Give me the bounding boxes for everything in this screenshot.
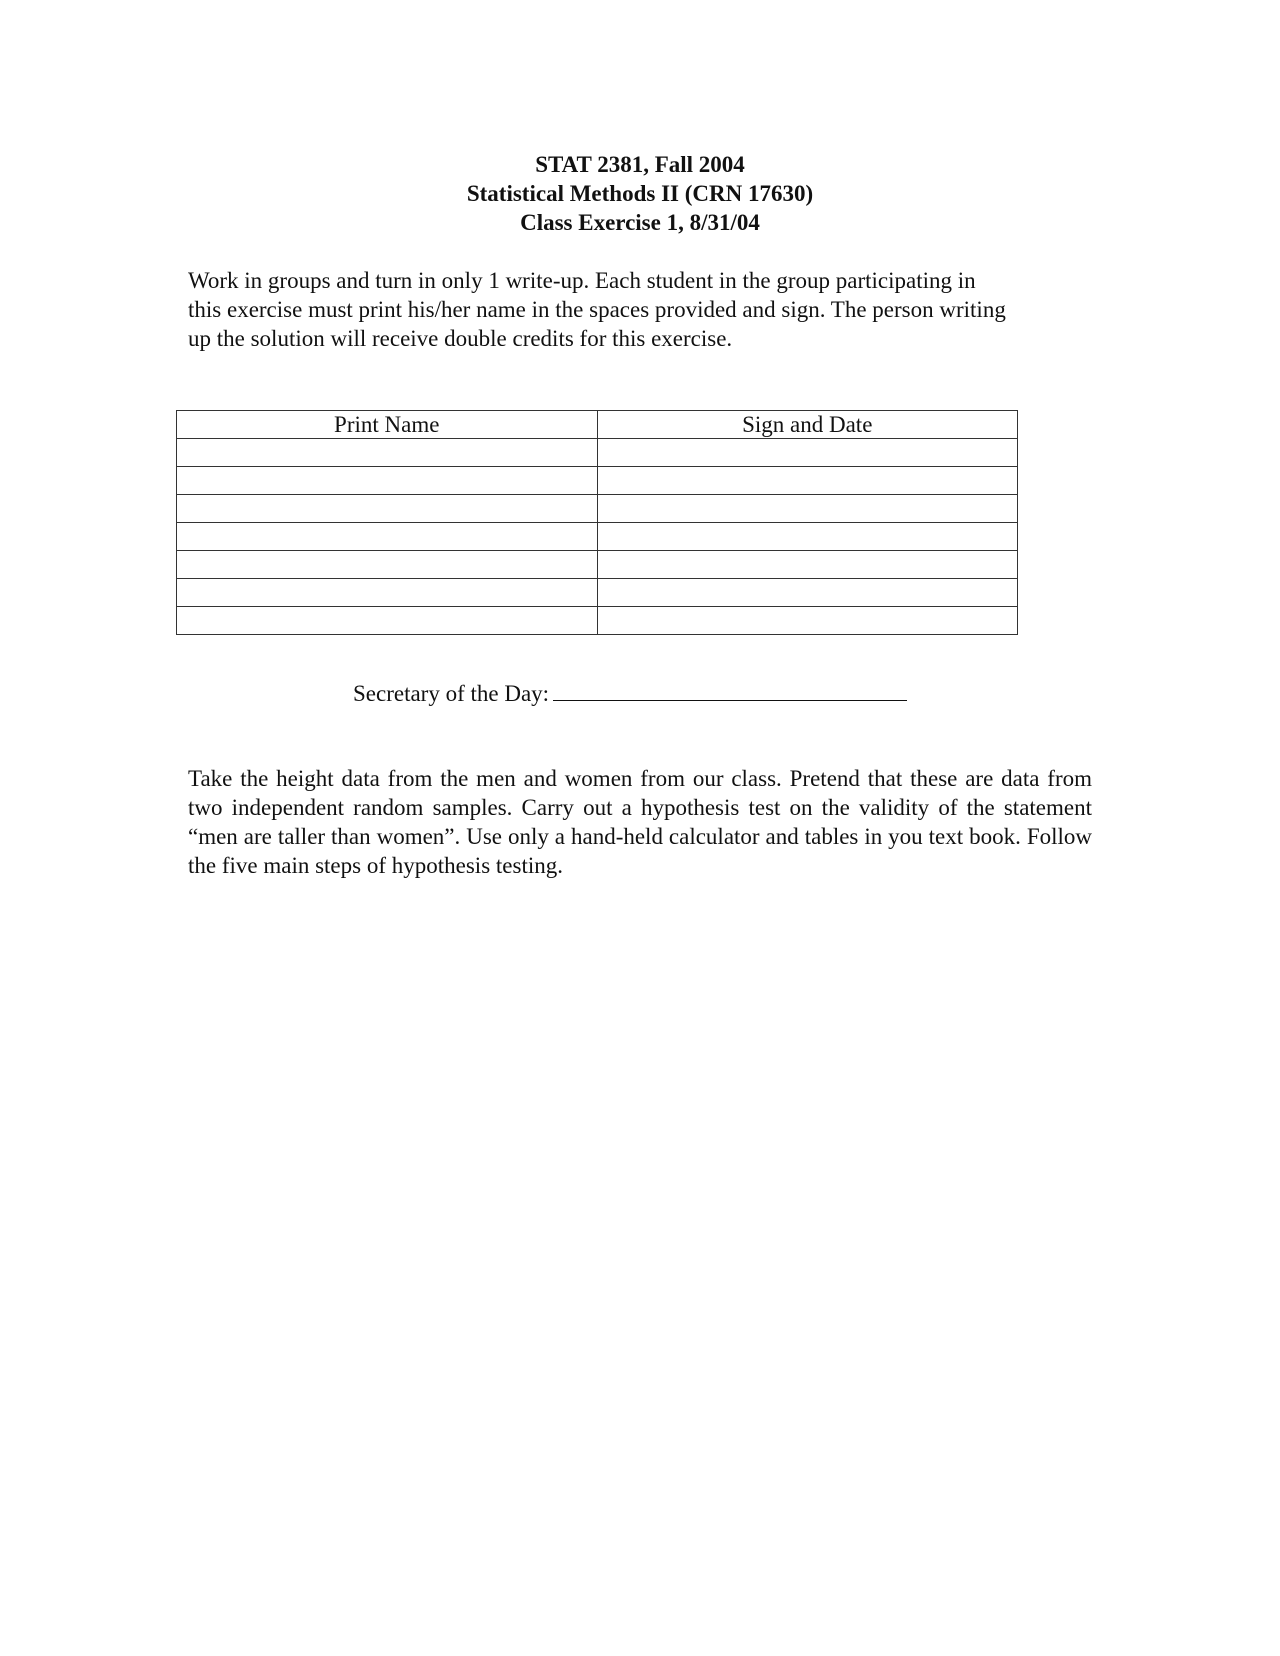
table-row bbox=[177, 495, 1018, 523]
sign-date-cell[interactable] bbox=[597, 523, 1017, 551]
table-row bbox=[177, 467, 1018, 495]
table-row bbox=[177, 439, 1018, 467]
table-row bbox=[177, 607, 1018, 635]
instructions-line: Work in groups and turn in only 1 write-up. Each student in the group participating in bbox=[188, 268, 976, 293]
table-row bbox=[177, 551, 1018, 579]
sign-date-cell[interactable] bbox=[597, 579, 1017, 607]
print-name-cell[interactable] bbox=[177, 579, 598, 607]
table-row bbox=[177, 523, 1018, 551]
secretary-line bbox=[353, 678, 907, 708]
table-row bbox=[177, 579, 1018, 607]
sign-date-cell[interactable] bbox=[597, 607, 1017, 635]
sign-date-header: Sign and Date bbox=[597, 411, 1017, 439]
instructions-paragraph bbox=[188, 266, 1092, 353]
print-name-cell[interactable] bbox=[177, 467, 598, 495]
print-name-cell[interactable] bbox=[177, 551, 598, 579]
table-header-row bbox=[177, 411, 1018, 439]
exercise-title: Class Exercise 1, 8/31/04 bbox=[520, 210, 760, 235]
course-title: STAT 2381, Fall 2004 bbox=[535, 152, 745, 177]
print-name-cell[interactable] bbox=[177, 523, 598, 551]
instructions-line: this exercise must print his/her name in the spaces provided and sign. The person writing bbox=[188, 297, 1006, 322]
print-name-cell[interactable] bbox=[177, 607, 598, 635]
print-name-cell[interactable] bbox=[177, 439, 598, 467]
print-name-header: Print Name bbox=[177, 411, 598, 439]
sign-date-cell[interactable] bbox=[597, 495, 1017, 523]
task-paragraph: Take the height data from the men and women from our class. Pretend that these are data from two independent random samples. Carry out a hypothesis test on the validity of the statement “men are taller than women”. Use only a hand-held calculator and tables in you text book. Follow the five main steps of hypothesis testing. bbox=[188, 766, 1092, 878]
document-header bbox=[0, 150, 1280, 237]
instructions-line: up the solution will receive double credits for this exercise. bbox=[188, 326, 733, 351]
sign-date-cell[interactable] bbox=[597, 467, 1017, 495]
print-name-cell[interactable] bbox=[177, 495, 598, 523]
course-name: Statistical Methods II (CRN 17630) bbox=[466, 181, 814, 206]
signin-table bbox=[176, 410, 1018, 635]
sign-date-cell[interactable] bbox=[597, 439, 1017, 467]
secretary-blank[interactable] bbox=[553, 678, 907, 701]
sign-date-cell[interactable] bbox=[597, 551, 1017, 579]
secretary-label: Secretary of the Day: bbox=[353, 681, 550, 706]
